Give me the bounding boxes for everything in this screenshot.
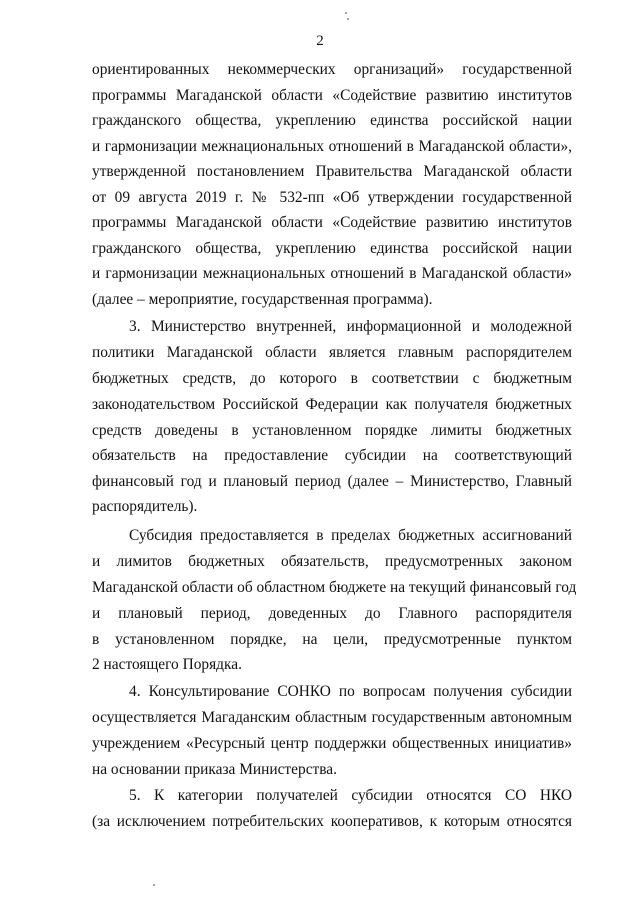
scan-speck [153,884,155,886]
text-line: финансовый год и плановый период (далее – Министерство, Главный [92,473,572,490]
text-line: Субсидия предоставляется в пределах бюджетных ассигнований [129,527,572,544]
text-line: ориентированных некоммерческих организаций» государственной [92,61,572,78]
text-line: 4. Консультирование СОНКО по вопросам получения субсидии [129,683,572,700]
text-line: средств доведены в установленном порядке лимиты бюджетных [92,422,572,439]
scan-speck [347,18,349,20]
text-line: программы Магаданской области «Содействие развитию институтов [92,214,572,231]
text-line: и лимитов бюджетных обязательств, предусмотренных законом [92,553,572,570]
text-line: 3. Министерство внутренней, информационной и молодежной [129,318,572,335]
text-line: и гармонизации межнациональных отношений в Магаданской области» [92,265,572,282]
text-line: распорядитель). [92,498,198,515]
text-line: (за исключением потребительских кооперативов, к которым относятся [92,813,572,830]
text-line: осуществляется Магаданским областным государственным автономным [92,709,572,726]
text-line: и плановый период, доведенных до Главного распорядителя [92,605,572,622]
text-line: (далее – мероприятие, государственная программа). [92,291,433,308]
text-line: обязательств на предоставление субсидии на соответствующий [92,447,572,464]
text-line: Магаданской области об областном бюджете на текущий финансовый год [92,579,577,596]
text-line: и гармонизации межнациональных отношений в Магаданской области», [92,138,572,155]
text-line: 5. К категории получателей субсидии относятся СО НКО [129,787,572,804]
text-line: политики Магаданской области является главным распорядителем [92,344,572,361]
text-line: утвержденной постановлением Правительства Магаданской области [92,163,572,180]
scan-speck [345,12,347,14]
text-line: на основании приказа Министерства. [92,761,337,778]
text-line: учреждением «Ресурсный центр поддержки общественных инициатив» [92,735,572,752]
text-line: программы Магаданской области «Содействие развитию институтов [92,87,572,104]
text-line: от 09 августа 2019 г. № 532-пп «Об утверждении государственной [92,189,572,206]
text-line: законодательством Российской Федерации как получателя бюджетных [92,396,572,413]
text-line: в установленном порядке, на цели, предусмотренные пунктом [92,631,572,648]
text-line: 2 настоящего Порядка. [92,656,242,673]
text-line: бюджетных средств, до которого в соответствии с бюджетным [92,370,572,387]
text-line: гражданского общества, укреплению единства российской нации [92,240,572,257]
text-line: гражданского общества, укреплению единства российской нации [92,112,572,129]
page-number: 2 [316,33,324,49]
